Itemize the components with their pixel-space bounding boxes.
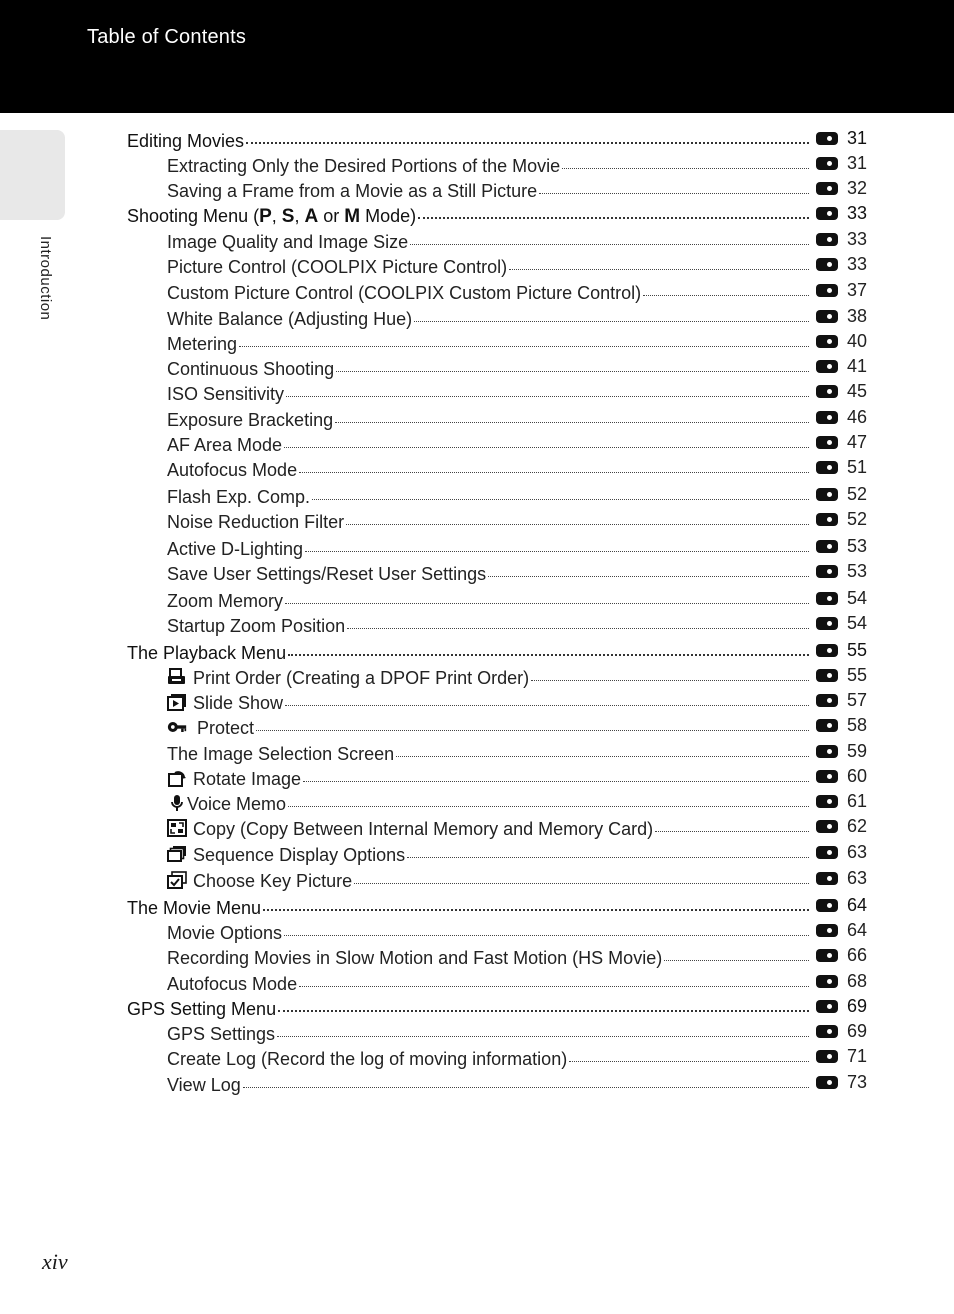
toc-entry-row[interactable]: [167, 1044, 867, 1069]
page-number-text: 33: [846, 203, 867, 223]
toc-section-row[interactable]: [127, 638, 867, 663]
dot-leader: [414, 320, 809, 322]
reference-section-icon: [816, 358, 846, 375]
protect-key-icon: [167, 718, 191, 736]
toc-entry-row[interactable]: [167, 866, 867, 891]
page-number-text: 37: [846, 280, 867, 300]
page-number-text: 61: [846, 791, 867, 811]
toc-entry-title: [167, 946, 662, 971]
toc-entry-row[interactable]: [167, 252, 867, 277]
dot-leader: [336, 370, 809, 372]
toc-title-text: Recording Movies in Slow Motion and Fast Motion (HS Movie): [167, 948, 663, 968]
page-number-text: 66: [846, 945, 867, 965]
reference-section-icon: [816, 768, 846, 785]
page-number-text: 45: [846, 381, 867, 401]
reference-section-icon: [816, 692, 846, 709]
dot-leader: [418, 216, 809, 219]
toc-entry-row[interactable]: [167, 304, 867, 329]
reference-section-icon: [816, 205, 846, 222]
reference-section-icon: [816, 383, 846, 400]
toc-entry-row[interactable]: [167, 405, 867, 430]
mode-glyph-icon: P: [259, 206, 272, 227]
copy-icon: [167, 819, 187, 837]
page-number-text: 69: [846, 1021, 867, 1041]
reference-section-icon: [816, 180, 846, 197]
toc-page-ref[interactable]: [815, 739, 867, 764]
reference-section-icon: [816, 844, 846, 861]
toc-page-ref[interactable]: [815, 814, 867, 839]
toc-page-ref[interactable]: [815, 586, 867, 611]
toc-page-ref[interactable]: [815, 354, 867, 379]
reference-section-icon: [816, 282, 846, 299]
reference-section-icon: [816, 818, 846, 835]
toc-section-row[interactable]: [127, 893, 867, 918]
toc-title-text: Slide Show: [193, 693, 284, 713]
toc-page-ref[interactable]: [815, 866, 867, 891]
toc-page-ref[interactable]: [815, 329, 867, 354]
reference-section-icon: [816, 897, 846, 914]
toc-page-ref[interactable]: [815, 994, 867, 1019]
reference-section-icon: [816, 922, 846, 939]
toc-title-text: Mode): [360, 206, 417, 226]
toc-title-text: Image Quality and Image Size: [167, 232, 409, 252]
toc-entry-title: [167, 281, 641, 306]
reference-section-icon: [816, 434, 846, 451]
reference-section-icon: [816, 947, 846, 964]
reference-section-icon: [816, 486, 846, 503]
toc-title-text: Custom Picture Control (COOLPIX Custom Picture Control): [167, 283, 642, 303]
toc-title-text: Print Order (Creating a DPOF Print Order): [193, 668, 530, 688]
dot-leader: [539, 192, 809, 194]
toc-title-text: The Playback Menu: [127, 643, 287, 663]
toc-entry-row[interactable]: [167, 1019, 867, 1044]
toc-title-text: Zoom Memory: [167, 591, 284, 611]
toc-page-ref[interactable]: [815, 252, 867, 277]
reference-section-icon: [816, 1074, 846, 1091]
page-number-text: 64: [846, 895, 867, 915]
reference-section-icon: [816, 459, 846, 476]
toc-entry-title: [167, 562, 486, 587]
page-number: xiv: [42, 1249, 68, 1274]
toc-entry-row[interactable]: [167, 611, 867, 636]
dot-leader: [312, 498, 809, 500]
page-number-text: 38: [846, 306, 867, 326]
toc-title-text: Movie Options: [167, 923, 283, 943]
toc-entry-row[interactable]: [167, 507, 867, 532]
toc-title-text: Autofocus Mode: [167, 974, 298, 994]
dot-leader: [246, 141, 809, 144]
key-picture-icon: [167, 871, 187, 889]
section-tab[interactable]: [0, 130, 65, 220]
toc-page-ref[interactable]: [815, 176, 867, 201]
toc-section-row[interactable]: [127, 126, 867, 151]
page-number-text: 52: [846, 484, 867, 504]
page-number-text: 59: [846, 741, 867, 761]
toc-page-ref[interactable]: [815, 455, 867, 480]
toc-title-text: or: [318, 206, 345, 226]
dot-leader: [256, 729, 809, 731]
reference-section-icon: [816, 256, 846, 273]
toc-page-ref[interactable]: [815, 507, 867, 532]
page-number-text: 52: [846, 509, 867, 529]
dot-leader: [277, 1035, 809, 1037]
reference-section-icon: [816, 231, 846, 248]
reference-section-icon: [816, 870, 846, 887]
toc-page-ref[interactable]: [815, 713, 867, 738]
toc-page-ref[interactable]: [815, 534, 867, 559]
page-number-text: 68: [846, 971, 867, 991]
toc-entry-title: [167, 458, 297, 483]
section-tab-label-wrap: [38, 236, 58, 346]
toc-title-text: Save User Settings/Reset User Settings: [167, 564, 487, 584]
toc-entry-row[interactable]: [167, 688, 867, 713]
toc-title-text: View Log: [167, 1075, 241, 1095]
dot-leader: [488, 575, 809, 577]
toc-page-ref[interactable]: [815, 969, 867, 994]
page-number-text: 69: [846, 996, 867, 1016]
microphone-icon: [167, 794, 181, 812]
toc-title-text: Saving a Frame from a Movie as a Still Picture: [167, 181, 538, 201]
toc-title-text: Metering: [167, 334, 238, 354]
dot-leader: [284, 934, 809, 936]
toc-entry-row[interactable]: [167, 329, 867, 354]
print-order-icon: [167, 668, 187, 686]
page-number-text: 71: [846, 1046, 867, 1066]
page-number-text: 64: [846, 920, 867, 940]
page-number-text: 33: [846, 254, 867, 274]
toc-page-ref[interactable]: [815, 638, 867, 663]
toc-entry-title: [167, 716, 254, 741]
section-tab-label: Introduction: [37, 236, 54, 321]
dot-leader: [288, 805, 809, 807]
toc-page-ref[interactable]: [815, 893, 867, 918]
mode-glyph-icon: S: [281, 206, 295, 227]
page-number-text: 55: [846, 665, 867, 685]
page-number-text: 46: [846, 407, 867, 427]
dot-leader: [263, 908, 809, 911]
reference-section-icon: [816, 538, 846, 555]
toc-entry-row[interactable]: [167, 1070, 867, 1095]
dot-leader: [303, 780, 809, 782]
toc-entry-title: [167, 1073, 241, 1098]
dot-leader: [410, 243, 809, 245]
page-number-text: 47: [846, 432, 867, 452]
toc-section-row[interactable]: [127, 201, 867, 226]
page-number-text: 32: [846, 178, 867, 198]
reference-section-icon: [816, 1023, 846, 1040]
dot-leader: [285, 704, 809, 706]
page-number-text: 62: [846, 816, 867, 836]
toc-title-text: ,: [271, 206, 282, 226]
dot-leader: [569, 1060, 809, 1062]
toc-page-ref[interactable]: [815, 1044, 867, 1069]
page-number-text: 54: [846, 613, 867, 633]
reference-section-icon: [816, 511, 846, 528]
page-number-text: 53: [846, 561, 867, 581]
toc-title-text: Continuous Shooting: [167, 359, 335, 379]
reference-section-icon: [816, 717, 846, 734]
dot-leader: [278, 1009, 809, 1012]
toc-title-text: Picture Control (COOLPIX Picture Control): [167, 257, 508, 277]
page-number-text: 63: [846, 868, 867, 888]
reference-section-icon: [816, 333, 846, 350]
header-bar: [0, 0, 954, 113]
rotate-image-icon: [167, 769, 187, 787]
toc-page-ref[interactable]: [815, 1019, 867, 1044]
mode-glyph-icon: M: [344, 206, 361, 227]
toc-entry-title: [167, 382, 284, 407]
toc-page-ref[interactable]: [815, 278, 867, 303]
page-number-text: 31: [846, 153, 867, 173]
dot-leader: [346, 523, 809, 525]
toc-entry-row[interactable]: [167, 663, 867, 688]
page-number-text: 41: [846, 356, 867, 376]
reference-section-icon: [816, 590, 846, 607]
reference-section-icon: [816, 1048, 846, 1065]
sequence-display-icon: [167, 845, 187, 863]
toc-title-text: Choose Key Picture: [193, 871, 353, 891]
dot-leader: [305, 550, 809, 552]
dot-leader: [562, 167, 809, 169]
toc-entry-row[interactable]: [167, 739, 867, 764]
page-number-text: 63: [846, 842, 867, 862]
toc-entry-title: [167, 817, 653, 842]
dot-leader: [284, 446, 809, 448]
page-number-text: 73: [846, 1072, 867, 1092]
toc-title-text: Extracting Only the Desired Portions of the Movie: [167, 156, 561, 176]
toc-title-text: The Image Selection Screen: [167, 744, 395, 764]
toc-entry-row[interactable]: [167, 840, 867, 865]
dot-leader: [335, 421, 809, 423]
toc-section-row[interactable]: [127, 994, 867, 1019]
toc-page-ref[interactable]: [815, 688, 867, 713]
toc-title-text: Protect: [197, 718, 255, 738]
reference-section-icon: [816, 130, 846, 147]
toc-entry-row[interactable]: [167, 559, 867, 584]
dot-leader: [655, 830, 809, 832]
page-number-text: 55: [846, 640, 867, 660]
toc-entry-row[interactable]: [167, 713, 867, 738]
toc-title-text: Copy (Copy Between Internal Memory and Memory Card): [193, 819, 654, 839]
toc-title-text: Noise Reduction Filter: [167, 512, 345, 532]
dot-leader: [664, 959, 809, 961]
toc-page-ref[interactable]: [815, 764, 867, 789]
page-number-text: 58: [846, 715, 867, 735]
toc-title-text: GPS Settings: [167, 1024, 276, 1044]
toc-title-text: AF Area Mode: [167, 435, 283, 455]
reference-section-icon: [816, 409, 846, 426]
toc-entry-row[interactable]: [167, 176, 867, 201]
toc-entry-title: [167, 510, 344, 535]
toc-page-ref[interactable]: [815, 227, 867, 252]
toc-page-ref[interactable]: [815, 379, 867, 404]
toc-entry-title: [167, 1047, 567, 1072]
toc-title-text: White Balance (Adjusting Hue): [167, 309, 413, 329]
toc-page-ref[interactable]: [815, 559, 867, 584]
toc-entry-row[interactable]: [167, 764, 867, 789]
toc-title-text: Editing Movies: [127, 131, 245, 151]
toc-page-ref[interactable]: [815, 918, 867, 943]
toc-page-ref[interactable]: [815, 304, 867, 329]
toc-title-text: Shooting Menu (: [127, 206, 260, 226]
dot-leader: [643, 294, 809, 296]
page-number-text: 60: [846, 766, 867, 786]
reference-section-icon: [816, 998, 846, 1015]
toc-title-text: Autofocus Mode: [167, 460, 298, 480]
reference-section-icon: [816, 642, 846, 659]
toc-page-ref[interactable]: [815, 611, 867, 636]
page-number-text: 51: [846, 457, 867, 477]
header-title: Table of Contents: [87, 26, 247, 48]
page-number-text: 57: [846, 690, 867, 710]
toc-page-ref[interactable]: [815, 405, 867, 430]
toc-page-ref[interactable]: [815, 151, 867, 176]
toc-title-text: The Movie Menu: [127, 898, 262, 918]
toc-entry-row[interactable]: [167, 278, 867, 303]
toc-entry-row[interactable]: [167, 482, 867, 507]
toc-entry-row[interactable]: [167, 151, 867, 176]
toc-page-ref[interactable]: [815, 1070, 867, 1095]
dot-leader: [299, 471, 809, 473]
page-number-text: 53: [846, 536, 867, 556]
toc-title-text: Startup Zoom Position: [167, 616, 346, 636]
dot-leader: [243, 1086, 809, 1088]
toc-entry-row[interactable]: [167, 943, 867, 968]
toc-title-text: Active D-Lighting: [167, 539, 304, 559]
toc-entry-row[interactable]: [167, 789, 867, 814]
mode-glyph-icon: A: [304, 206, 319, 227]
toc-entry-row[interactable]: [167, 430, 867, 455]
slide-show-icon: [167, 693, 187, 711]
toc-page-ref[interactable]: [815, 663, 867, 688]
dot-leader: [407, 856, 809, 858]
page-number-text: 54: [846, 588, 867, 608]
dot-leader: [299, 985, 809, 987]
reference-section-icon: [816, 308, 846, 325]
toc-page-ref[interactable]: [815, 840, 867, 865]
toc-title-text: Rotate Image: [193, 769, 302, 789]
page-number-text: 33: [846, 229, 867, 249]
toc-title-text: Voice Memo: [187, 794, 287, 814]
toc-entry-title: [167, 869, 352, 894]
dot-leader: [347, 627, 809, 629]
reference-section-icon: [816, 155, 846, 172]
reference-section-icon: [816, 743, 846, 760]
toc-entry-row[interactable]: [167, 379, 867, 404]
dot-leader: [285, 602, 809, 604]
toc-page-ref[interactable]: [815, 482, 867, 507]
toc-entry-title: [167, 614, 345, 639]
toc-entry-row[interactable]: [167, 534, 867, 559]
toc-page-ref[interactable]: [815, 126, 867, 151]
dot-leader: [396, 755, 809, 757]
dot-leader: [239, 345, 809, 347]
toc-page-ref[interactable]: [815, 201, 867, 226]
toc-title-text: Create Log (Record the log of moving information): [167, 1049, 568, 1069]
dot-leader: [288, 653, 809, 656]
reference-section-icon: [816, 615, 846, 632]
toc-page-ref[interactable]: [815, 943, 867, 968]
dot-leader: [286, 395, 809, 397]
toc-title-text: ISO Sensitivity: [167, 384, 285, 404]
reference-section-icon: [816, 563, 846, 580]
toc-title-text: Sequence Display Options: [193, 845, 406, 865]
toc-page-ref[interactable]: [815, 430, 867, 455]
toc-entry-title: [127, 204, 416, 229]
reference-section-icon: [816, 667, 846, 684]
toc-entry-title: [167, 255, 507, 280]
toc-entry-row[interactable]: [167, 354, 867, 379]
dot-leader: [531, 679, 809, 681]
toc-entry-row[interactable]: [167, 586, 867, 611]
toc-entry-row[interactable]: [167, 455, 867, 480]
reference-section-icon: [816, 793, 846, 810]
page-number-text: 40: [846, 331, 867, 351]
reference-section-icon: [816, 973, 846, 990]
toc-title-text: GPS Setting Menu: [127, 999, 277, 1019]
toc-entry-row[interactable]: [167, 969, 867, 994]
dot-leader: [354, 882, 809, 884]
toc-title-text: Exposure Bracketing: [167, 410, 334, 430]
toc-title-text: Flash Exp. Comp.: [167, 487, 311, 507]
page-number-text: 31: [846, 128, 867, 148]
toc-title-text: ,: [294, 206, 305, 226]
toc-entry-row[interactable]: [167, 814, 867, 839]
dot-leader: [509, 268, 809, 270]
toc-page-ref[interactable]: [815, 789, 867, 814]
toc-entry-row[interactable]: [167, 227, 867, 252]
toc-entry-row[interactable]: [167, 918, 867, 943]
toc-entry-title: [167, 843, 405, 868]
